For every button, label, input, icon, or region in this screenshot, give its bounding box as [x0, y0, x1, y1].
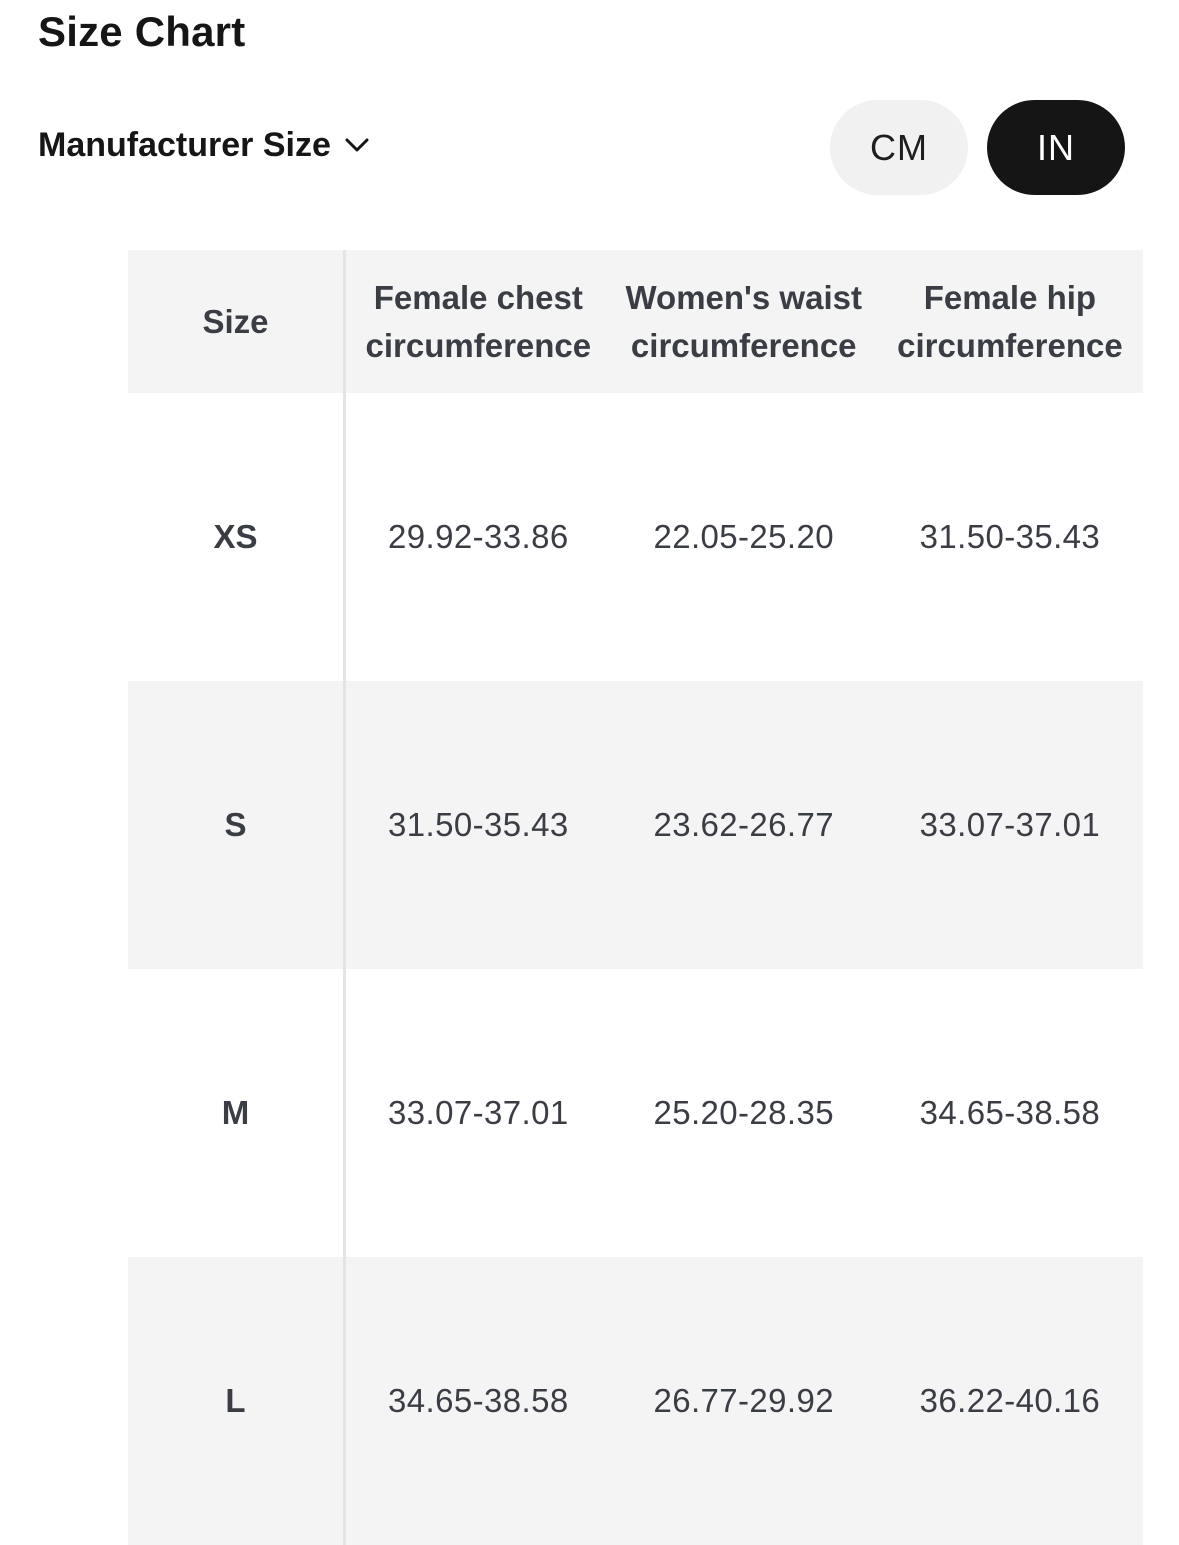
header-chest: Female chest circumference	[365, 278, 592, 364]
waist-cell: 23.62-26.77	[653, 806, 835, 843]
chest-cell: 34.65-38.58	[388, 1382, 569, 1419]
waist-cell: 26.77-29.92	[653, 1382, 835, 1419]
manufacturer-size-label: Manufacturer Size	[38, 126, 331, 164]
hip-cell: 34.65-38.58	[919, 1094, 1101, 1131]
size-cell: L	[128, 1257, 345, 1545]
header-waist: Women's waist circumference	[625, 278, 862, 364]
header-size: Size	[128, 250, 345, 393]
chest-cell: 33.07-37.01	[388, 1094, 569, 1131]
manufacturer-size-dropdown[interactable]	[38, 126, 369, 165]
table-header-row	[128, 250, 1143, 393]
size-chart-table	[128, 250, 1143, 1545]
table-row	[128, 681, 1143, 969]
table-row	[128, 969, 1143, 1257]
header-hip: Female hip circumference	[897, 278, 1123, 364]
waist-cell: 22.05-25.20	[653, 518, 835, 555]
hip-cell: 33.07-37.01	[919, 806, 1101, 843]
size-cell: S	[128, 681, 345, 969]
waist-cell: 25.20-28.35	[653, 1094, 835, 1131]
size-cell: XS	[128, 393, 345, 681]
hip-cell: 31.50-35.43	[919, 518, 1101, 555]
unit-cm-button[interactable]: CM	[830, 100, 968, 195]
unit-toggle	[830, 100, 1125, 195]
table-row	[128, 1257, 1143, 1545]
size-cell: M	[128, 969, 345, 1257]
unit-in-button[interactable]: IN	[987, 100, 1125, 195]
page-title: Size Chart	[38, 8, 246, 55]
chest-cell: 29.92-33.86	[388, 518, 569, 555]
hip-cell: 36.22-40.16	[919, 1382, 1101, 1419]
chest-cell: 31.50-35.43	[388, 806, 569, 843]
chevron-down-icon	[345, 137, 369, 158]
table-row	[128, 393, 1143, 681]
